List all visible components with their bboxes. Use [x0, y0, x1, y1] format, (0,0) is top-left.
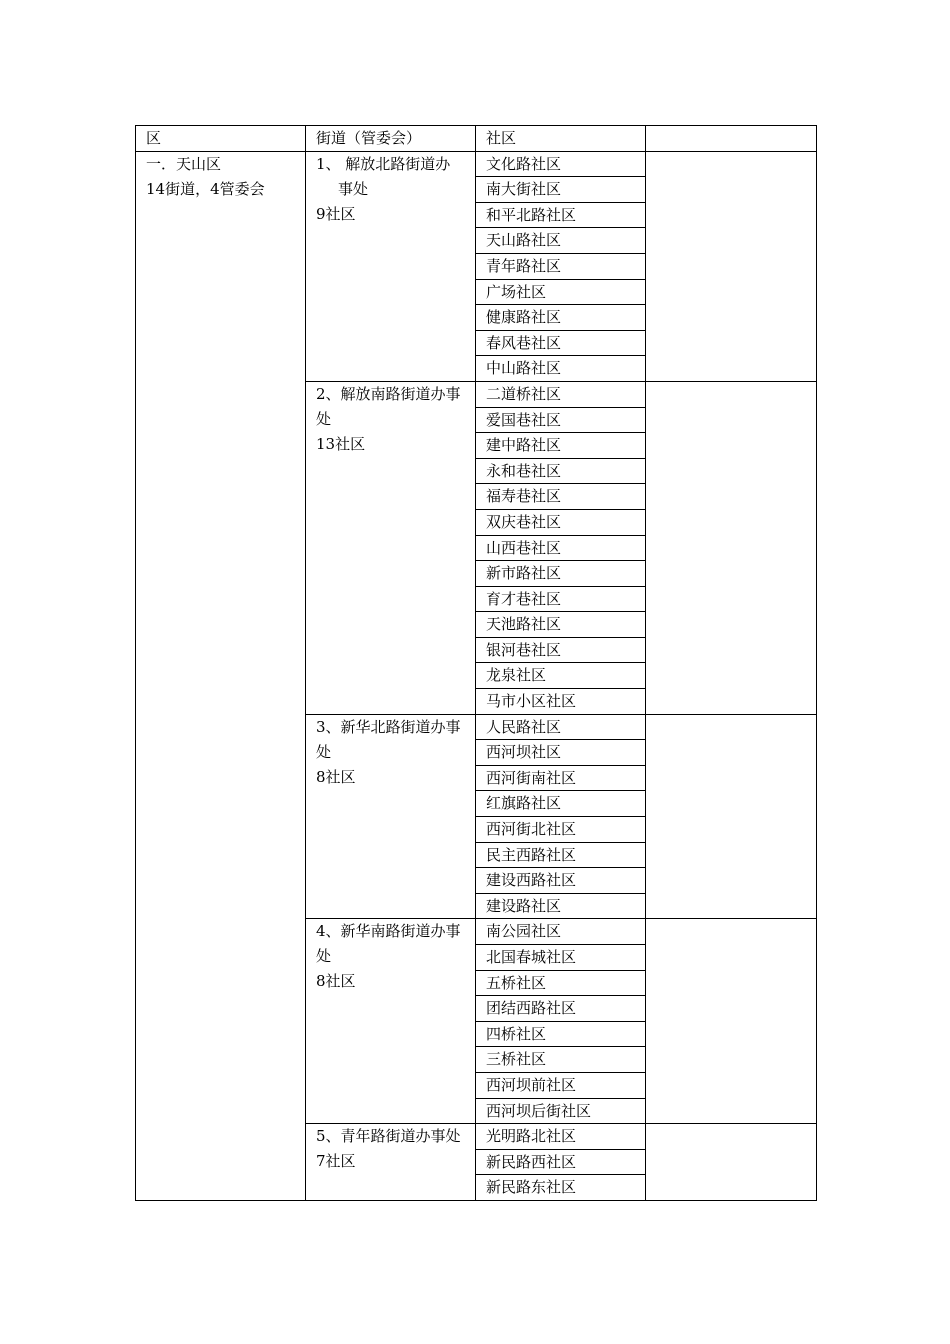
street-line: 4、新华南路街道办事 — [316, 922, 461, 941]
street-cell — [306, 919, 476, 1124]
community-cell: 健康路社区 — [476, 305, 646, 331]
street-line: 13社区 — [316, 434, 366, 453]
street-line: 2、解放南路街道办事 — [316, 384, 461, 403]
community-cell: 三桥社区 — [476, 1047, 646, 1073]
community-cell: 西河街北社区 — [476, 817, 646, 843]
community-cell: 新民路西社区 — [476, 1149, 646, 1175]
community-cell: 五桥社区 — [476, 970, 646, 996]
street-line: 7社区 — [316, 1152, 356, 1171]
community-cell: 银河巷社区 — [476, 637, 646, 663]
community-cell: 人民路社区 — [476, 714, 646, 740]
community-cell: 天山路社区 — [476, 228, 646, 254]
street-line: 事处 — [338, 179, 369, 198]
community-cell: 建中路社区 — [476, 433, 646, 459]
community-cell: 爱国巷社区 — [476, 407, 646, 433]
street-line: 8社区 — [316, 972, 356, 991]
blank-cell — [646, 714, 817, 919]
community-cell: 双庆巷社区 — [476, 509, 646, 535]
community-cell: 西河坝后街社区 — [476, 1098, 646, 1124]
street-cell — [306, 381, 476, 714]
street-cell — [306, 151, 476, 381]
street-line: 5、青年路街道办事处 — [316, 1127, 461, 1146]
street-cell — [306, 714, 476, 919]
community-cell: 北国春城社区 — [476, 945, 646, 971]
community-cell: 西河坝社区 — [476, 740, 646, 766]
community-cell: 红旗路社区 — [476, 791, 646, 817]
community-cell: 山西巷社区 — [476, 535, 646, 561]
community-cell: 四桥社区 — [476, 1021, 646, 1047]
header-district: 区 — [136, 126, 306, 152]
community-cell: 中山路社区 — [476, 356, 646, 382]
street-line: 1、 解放北路街道办 — [316, 154, 451, 173]
street-line: 处 — [316, 947, 332, 966]
community-cell: 天池路社区 — [476, 612, 646, 638]
community-cell: 民主西路社区 — [476, 842, 646, 868]
street-line: 处 — [316, 742, 332, 761]
community-cell: 和平北路社区 — [476, 202, 646, 228]
community-cell: 新市路社区 — [476, 561, 646, 587]
community-cell: 南大街社区 — [476, 177, 646, 203]
district-line: 14街道，4管委会 — [146, 179, 265, 198]
street-line: 3、新华北路街道办事 — [316, 717, 461, 736]
community-cell: 二道桥社区 — [476, 381, 646, 407]
community-cell: 龙泉社区 — [476, 663, 646, 689]
header-community: 社区 — [476, 126, 646, 152]
community-cell: 广场社区 — [476, 279, 646, 305]
district-line: 一．天山区 — [146, 154, 222, 173]
community-cell: 青年路社区 — [476, 253, 646, 279]
district-table — [135, 125, 817, 1201]
community-cell: 春风巷社区 — [476, 330, 646, 356]
community-cell: 西河坝前社区 — [476, 1072, 646, 1098]
street-line: 8社区 — [316, 767, 356, 786]
community-cell: 文化路社区 — [476, 151, 646, 177]
community-cell: 新民路东社区 — [476, 1175, 646, 1201]
header-blank — [646, 126, 817, 152]
street-line: 9社区 — [316, 204, 356, 223]
header-street: 街道（管委会） — [306, 126, 476, 152]
community-cell: 永和巷社区 — [476, 458, 646, 484]
header-row — [136, 126, 817, 152]
table-row — [136, 151, 817, 177]
blank-cell — [646, 1124, 817, 1201]
community-cell: 福寿巷社区 — [476, 484, 646, 510]
blank-cell — [646, 919, 817, 1124]
community-cell: 南公园社区 — [476, 919, 646, 945]
community-cell: 光明路北社区 — [476, 1124, 646, 1150]
community-cell: 团结西路社区 — [476, 996, 646, 1022]
community-cell: 育才巷社区 — [476, 586, 646, 612]
district-cell — [136, 151, 306, 1200]
community-cell: 西河街南社区 — [476, 765, 646, 791]
community-cell: 建设路社区 — [476, 893, 646, 919]
community-cell: 马市小区社区 — [476, 689, 646, 715]
community-cell: 建设西路社区 — [476, 868, 646, 894]
blank-cell — [646, 151, 817, 381]
street-line: 处 — [316, 409, 332, 428]
street-cell — [306, 1124, 476, 1201]
blank-cell — [646, 381, 817, 714]
